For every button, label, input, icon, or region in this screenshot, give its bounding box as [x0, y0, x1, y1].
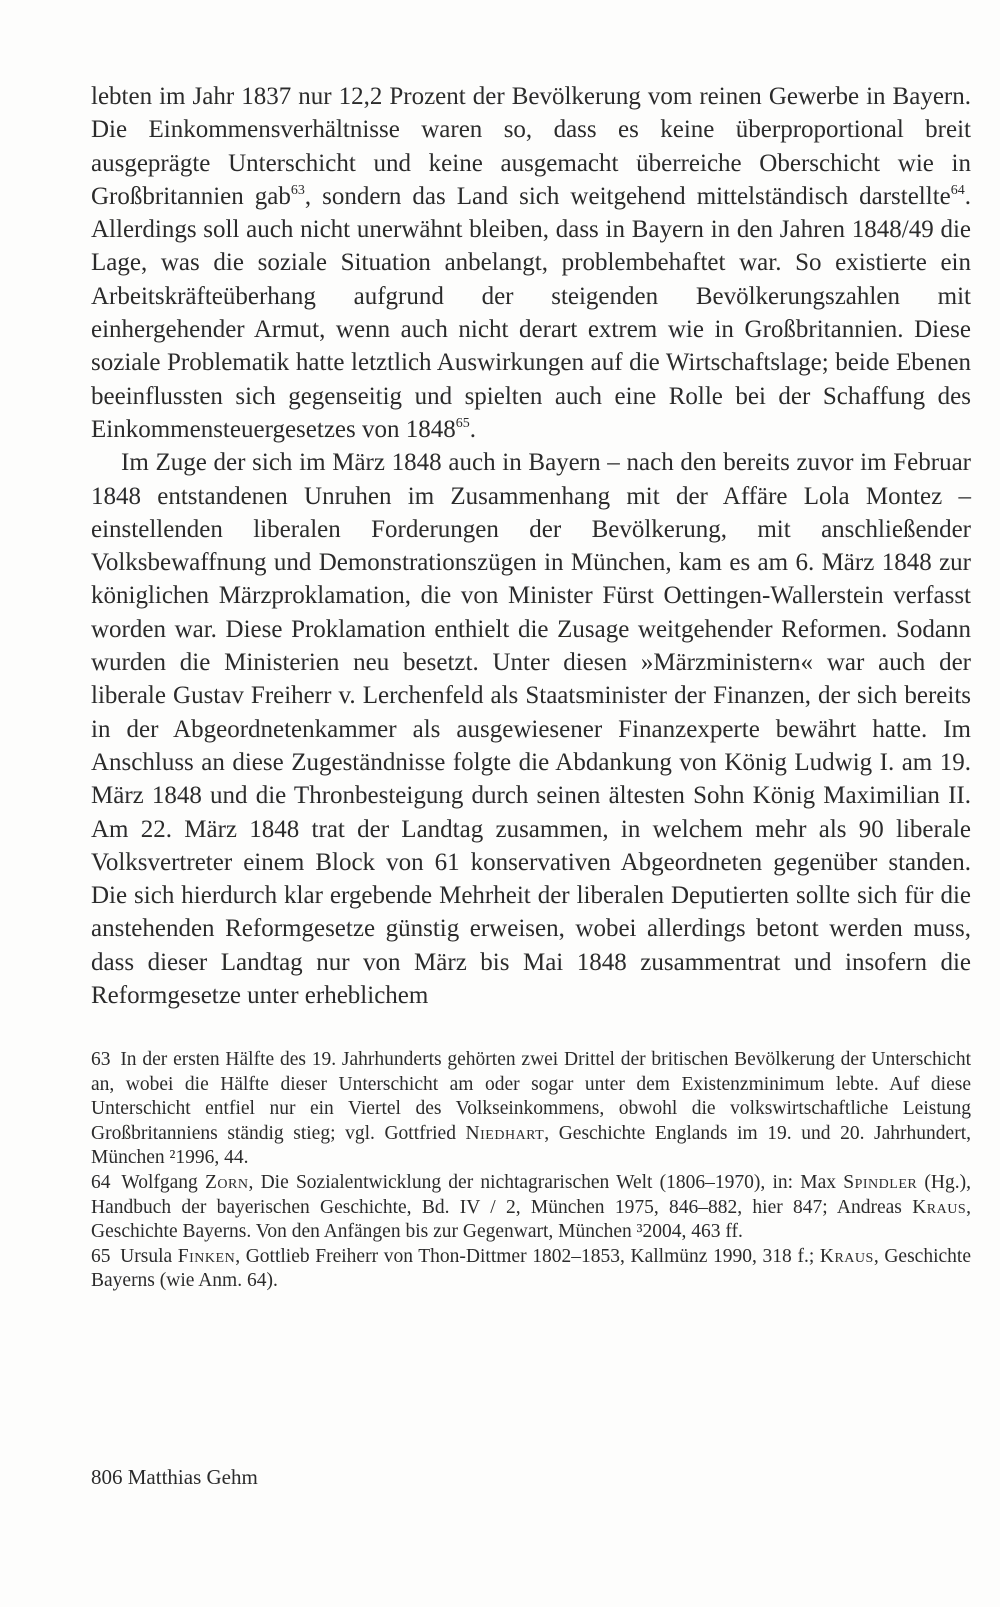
- footnote-text: , Geschichte Englands im 19. und 20. Jahrhundert, München ²1996, 44.: [91, 1122, 971, 1169]
- page-footer: [91, 1464, 258, 1490]
- paragraph-1-part-a: lebten im Jahr 1837 nur 12,2 Prozent der Bevölkerung vom reinen Gewerbe in Bayern. Die Einkommensverhältnisse waren so, dass es keine überproportional breit ausgeprägte Unterschicht und keine ausgemacht überreiche Oberschicht wie in Großbritannien gab: [91, 83, 971, 210]
- paragraph-1-part-b: , sondern das Land sich weitgehend mittelständisch darstellte: [304, 182, 951, 210]
- footnotes: [91, 1048, 971, 1294]
- author-name: Zorn: [205, 1171, 249, 1193]
- author-name: Spindler: [843, 1171, 918, 1193]
- footnote-ref-63: 63: [290, 182, 305, 198]
- author-name: Niedhart: [465, 1122, 545, 1144]
- paragraph-1-part-d: .: [469, 415, 476, 443]
- author-name: Kraus: [819, 1245, 874, 1267]
- footnote-text: , Geschichte Bayerns (wie Anm. 64).: [91, 1245, 971, 1292]
- page-number: 806: [91, 1465, 123, 1489]
- footnote-text: (Hg.), Handbuch der bayerischen Geschichte, Bd. IV / 2, München 1975, 846–882, hier 847; Andreas: [91, 1171, 972, 1218]
- running-author: Matthias Gehm: [127, 1465, 258, 1489]
- main-text: [91, 80, 971, 1012]
- footnote-ref-65: 65: [455, 415, 470, 431]
- footnote-text: In der ersten Hälfte des 19. Jahrhunderts gehörten zwei Drittel der britischen Bevölkerung der Unterschicht an, wobei die Hälfte dieser Unterschicht am oder sogar unter dem Existenzminimum lebte. Auf diese Unterschicht entfiel nur ein Viertel des Volkseinkommens, obwohl die volkswirtschaftliche Leistung Großbritanniens ständig stieg; vgl. Gottfried: [91, 1049, 972, 1144]
- paragraph-1: [91, 80, 971, 446]
- footnote-text: , Die Sozialentwicklung der nichtagrarischen Welt (1806–1970), in: Max: [248, 1171, 844, 1193]
- footnote-text: Wolfgang: [121, 1171, 205, 1193]
- author-name: Finken: [177, 1245, 236, 1267]
- paragraph-2: Im Zuge der sich im März 1848 auch in Bayern – nach den bereits zuvor im Februar 1848 entstandenen Unruhen im Zusammenhang mit der Affäre Lola Montez – einstellenden liberalen Forderungen der Bevölkerung, mit anschließender Volksbewaffnung und Demonstrationszügen in München, kam es am 6. März 1848 zur königlichen Märzproklamation, die von Minister Fürst Oettingen-Wallerstein verfasst worden war. Diese Proklamation enthielt die Zusage weitgehender Reformen. Sodann wurden die Ministerien neu besetzt. Unter diesen »Märzministern« war auch der liberale Gustav Freiherr v. Lerchenfeld als Staatsminister der Finanzen, der sich bereits in der Abgeordnetenkammer als ausgewiesener Finanzexperte bewährt hatte. Im Anschluss an diese Zugeständnisse folgte die Abdankung von König Ludwig I. am 19. März 1848 und die Thronbesteigung durch seinen ältesten Sohn König Maximilian II. Am 22. März 1848 trat der Landtag zusammen, in welchem mehr als 90 liberale Volksvertreter einem Block von 61 konservativen Abgeordneten gegenüber standen. Die sich hierdurch klar ergebende Mehrheit der liberalen Deputierten sollte sich für die anstehenden Reformgesetze günstig erweisen, wobei allerdings betont werden muss, dass dieser Landtag nur von März bis Mai 1848 zusammentrat und insofern die Reformgesetze unter erheblichem: [91, 449, 971, 1010]
- author-name: Kraus: [912, 1196, 967, 1218]
- footnote-text: Ursula: [120, 1245, 178, 1267]
- footnote-text: , Gottlieb Freiherr von Thon-Dittmer 1802–1853, Kallmünz 1990, 318 f.;: [235, 1245, 820, 1267]
- paragraph-1-part-c: . Allerdings soll auch nicht unerwähnt bleiben, dass in Bayern in den Jahren 1848/49 die Lage, was die soziale Situation anbelangt, problembehaftet war. So existierte ein Arbeitskräfteüberhang aufgrund der steigenden Bevölkerungszahlen mit einhergehender Armut, wenn auch nicht derart extrem wie in Großbritannien. Diese soziale Problematik hatte letztlich Auswirkungen auf die Wirtschaftslage; beide Ebenen beeinflussten sich gegenseitig und spielten auch eine Rolle bei der Schaffung des Einkommensteuergesetzes von 1848: [91, 182, 971, 443]
- footnote-text: , Geschichte Bayerns. Von den Anfängen bis zur Gegenwart, München ³2004, 463 ff.: [91, 1196, 971, 1243]
- footnote-64: [91, 1171, 971, 1245]
- footnote-number: 64: [91, 1171, 111, 1193]
- footnote-number: 63: [91, 1049, 111, 1070]
- footnote-63: [91, 1048, 971, 1171]
- footnote-65: [91, 1245, 971, 1294]
- footnote-number: 65: [91, 1245, 111, 1267]
- footnote-ref-64: 64: [950, 182, 965, 198]
